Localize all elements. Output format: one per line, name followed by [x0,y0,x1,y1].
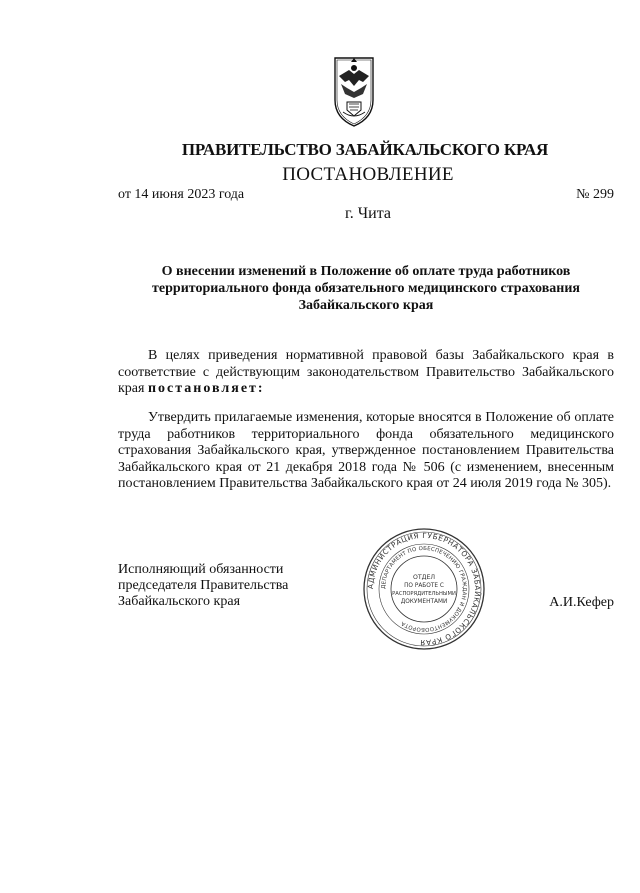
stamp-center-line: ПО РАБОТЕ С [404,583,444,589]
svg-text:ДЕПАРТАМЕНТ ПО ОБЕСПЕЧЕНИЮ ГРА [381,546,467,632]
stamp-outer-text: АДМИНИСТРАЦИЯ ГУБЕРНАТОРА ЗАБАЙКАЛЬСКОГО КРАЯ [365,530,483,648]
title-line: территориального фонда обязательного медицинского страхования [152,281,580,296]
stamp-center-line: РАСПОРЯДИТЕЛЬНЫМИ [392,591,456,597]
document-date: от 14 июня 2023 года [118,187,245,202]
signatory-line: Забайкальского края [118,594,241,609]
document-type: ПОСТАНОВЛЕНИЕ [282,164,454,185]
preamble-text: В целях приведения нормативной правовой базы Забайкальского края в соответствие с действующим законодательством Правительство Забайкальского края [118,348,614,396]
title-line: Забайкальского края [298,298,434,313]
coat-of-arms-icon [331,54,377,130]
decree-keyword: постановляет: [147,381,265,396]
document-number: № 299 [576,187,614,202]
title-line: О внесении изменений в Положение об оплате труда работников [161,264,571,279]
signatory-name: А.И.Кефер [549,595,614,610]
decision-paragraph: Утвердить прилагаемые изменения, которые вносятся в Положение об оплате труда работников территориального фонда обязательного медицинского страхования Забайкальского края, утвержденное постановлением Правительства Забайкальского края от 21 декабря 2018 года № 506 (с изменением, внесенным постановлением Правительства Забайкальского края от 24 июля 2019 года № 305). [118,410,614,491]
document-title [118,263,614,314]
signatory-line: Исполняющий обязанности [118,562,284,577]
stamp-center-line: ДОКУМЕНТАМИ [400,599,448,605]
stamp-center-line: ОТДЕЛ [412,574,436,581]
official-stamp [362,527,486,651]
organization-name: ПРАВИТЕЛЬСТВО ЗАБАЙКАЛЬСКОГО КРАЯ [181,140,549,159]
preamble-paragraph [118,348,614,398]
stamp-inner-text: ДЕПАРТАМЕНТ ПО ОБЕСПЕЧЕНИЮ ГРАЖДАН И ДОКУМЕНТООБОРОТА [380,545,468,633]
document-city: г. Чита [344,205,391,222]
signatory-line: председателя Правительства [118,578,289,593]
signatory-position [118,562,288,610]
